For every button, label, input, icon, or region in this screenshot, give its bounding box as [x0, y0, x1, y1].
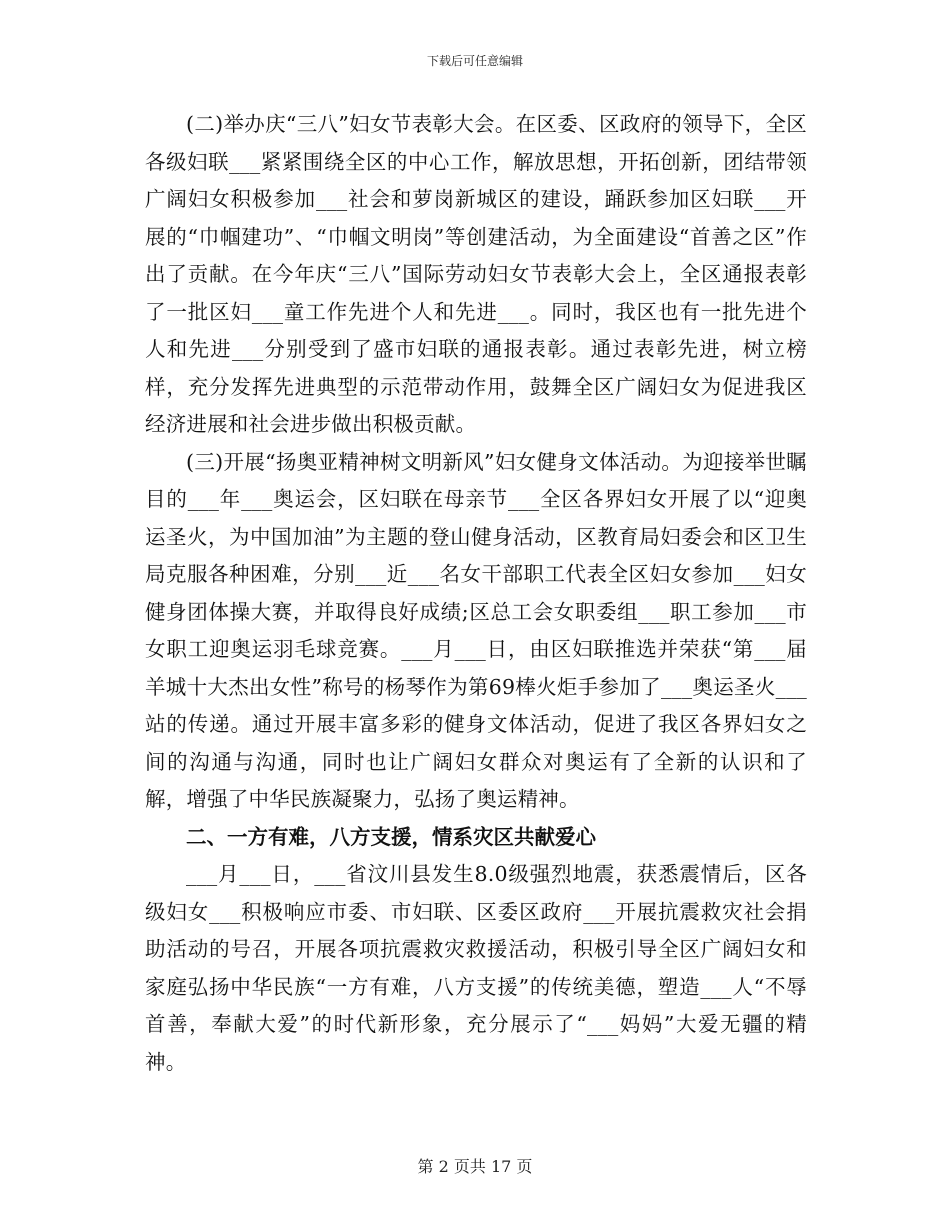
- paragraph-commendation-meeting: (二)举办庆“三八”妇女节表彰大会。在区委、区政府的领导下，全区各级妇联___紧紧围绕全区的中心工作，解放思想，开拓创新，团结带领广阔妇女积极参加___社会和萝岗新城区的建设，踊跃参加区妇联___开展的“巾帼建功”、“巾帼文明岗”等创建活动，为全面建设“首善之区”作出了贡献。在今年庆“三八”国际劳动妇女节表彰大会上，全区通报表彰了一批区妇___童工作先进个人和先进___。同时，我区也有一批先进个人和先进___分别受到了盛市妇联的通报表彰。通过表彰先进，树立榜样，充分发挥先进典型的示范带动作用，鼓舞全区广阔妇女为促进我区经济进展和社会进步做出积极贡献。: [145, 112, 807, 436]
- page-number: 第 2 页共 17 页: [417, 1157, 533, 1176]
- section-heading: 二、一方有难，八方支援，情系灾区共献爱心: [186, 824, 596, 849]
- paragraph-earthquake-relief: ___月___日，___省汶川县发生8.0级强烈地震，获悉震情后，区各级妇女___积极响应市委、市妇联、区委区政府___开展抗震救灾社会捐助活动的号召，开展各项抗震救灾救援活动，积极引导全区广阔妇女和家庭弘扬中华民族“一方有难，八方支援”的传统美德，塑造___人“不辱首善，奉献大爱”的时代新形象，充分展示了“___妈妈”大爱无疆的精神。: [145, 862, 807, 1074]
- paragraph-fitness-activities: (三)开展“扬奥亚精神树文明新风”妇女健身文体活动。为迎接举世瞩目的___年___奥运会，区妇联在母亲节___全区各界妇女开展了以“迎奥运圣火，为中国加油”为主题的登山健身活动，区教育局妇委会和区卫生局克服各种困难，分别___近___名女干部职工代表全区妇女参加___妇女健身团体操大赛，并取得良好成绩;区总工会女职委组___职工参加___市女职工迎奥运羽毛球竞赛。___月___日，由区妇联推选并荣获“第___届羊城十大杰出女性”称号的杨琴作为第69棒火炬手参加了___奥运圣火___站的传递。通过开展丰富多彩的健身文体活动，促进了我区各界妇女之间的沟通与沟通，同时也让广阔妇女群众对奥运有了全新的认识和了解，增强了中华民族凝聚力，弘扬了奥运精神。: [145, 449, 807, 811]
- document-body: [145, 106, 807, 1081]
- page-header: 下载后可任意编辑: [426, 54, 523, 68]
